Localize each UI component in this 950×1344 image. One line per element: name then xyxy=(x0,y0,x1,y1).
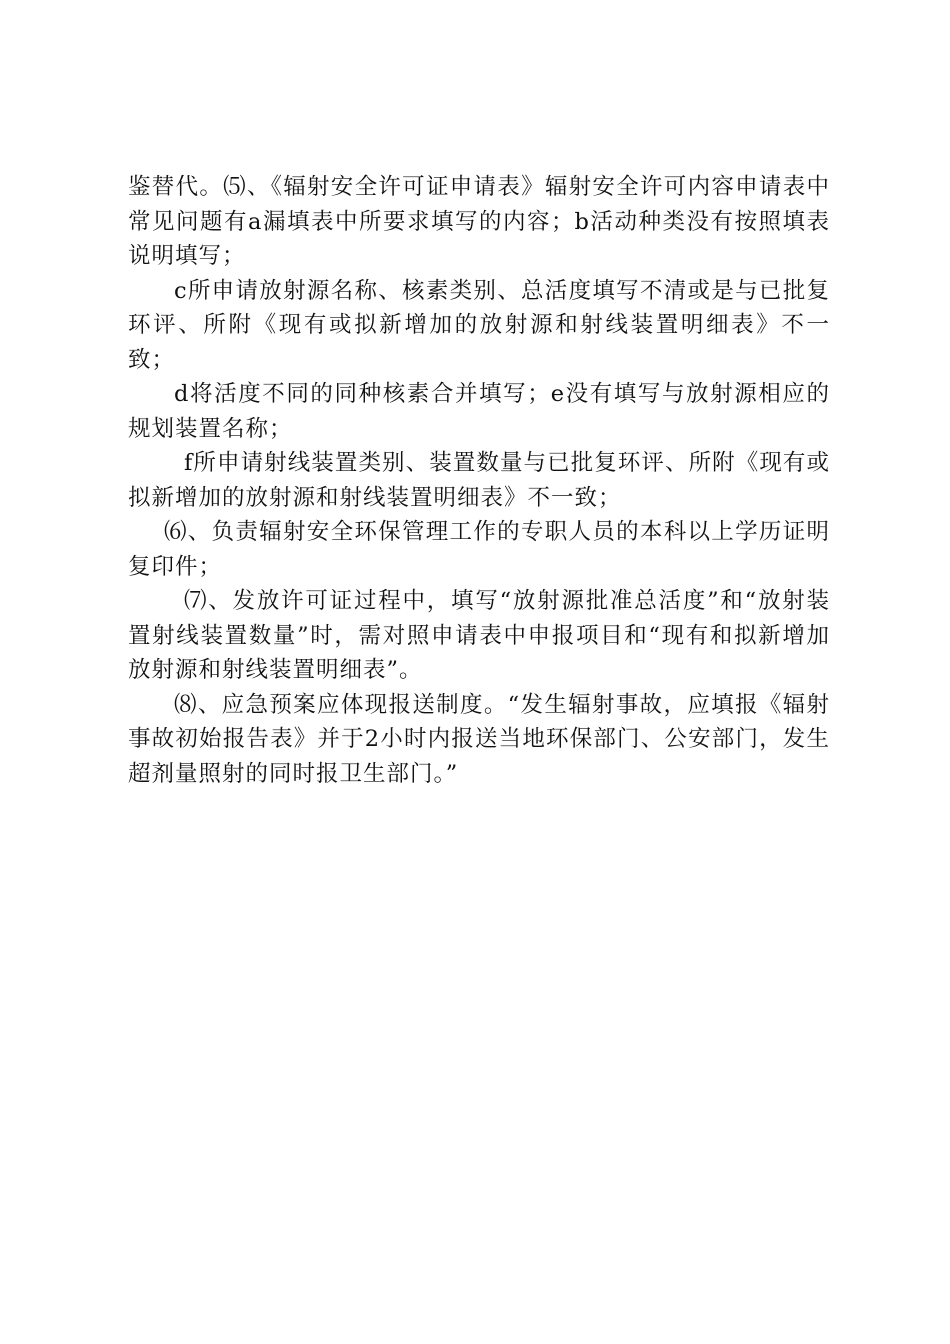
document-body xyxy=(128,170,830,791)
paragraph-item-d-e: d将活度不同的同种核素合并填写；e没有填写与放射源相应的规划装置名称； xyxy=(128,381,830,442)
paragraph-item-c: c所申请放射源名称、核素类别、总活度填写不清或是与已批复环评、所附《现有或拟新增加的放射源和射线装置明细表》不一致； xyxy=(128,277,830,373)
paragraph-item-8: ⑻、应急预案应体现报送制度。“发生辐射事故，应填报《辐射事故初始报告表》并于2小时内报送当地环保部门、公安部门，发生超剂量照射的同时报卫生部门。” xyxy=(128,691,830,787)
paragraph-item-6: ⑹、负责辐射安全环保管理工作的专职人员的本科以上学历证明复印件； xyxy=(128,519,830,580)
paragraph-license-application-form: 鉴替代。⑸、《辐射安全许可证申请表》辐射安全许可内容申请表中常见问题有a漏填表中所要求填写的内容；b活动种类没有按照填表说明填写； xyxy=(128,174,830,269)
paragraph-item-7: ⑺、发放许可证过程中，填写“放射源批准总活度”和“放射装置射线装置数量”时，需对照申请表中申报项目和“现有和拟新增加放射源和射线装置明细表”。 xyxy=(128,588,830,683)
paragraph-item-f: f所申请射线装置类别、装置数量与已批复环评、所附《现有或拟新增加的放射源和射线装置明细表》不一致； xyxy=(128,450,830,511)
